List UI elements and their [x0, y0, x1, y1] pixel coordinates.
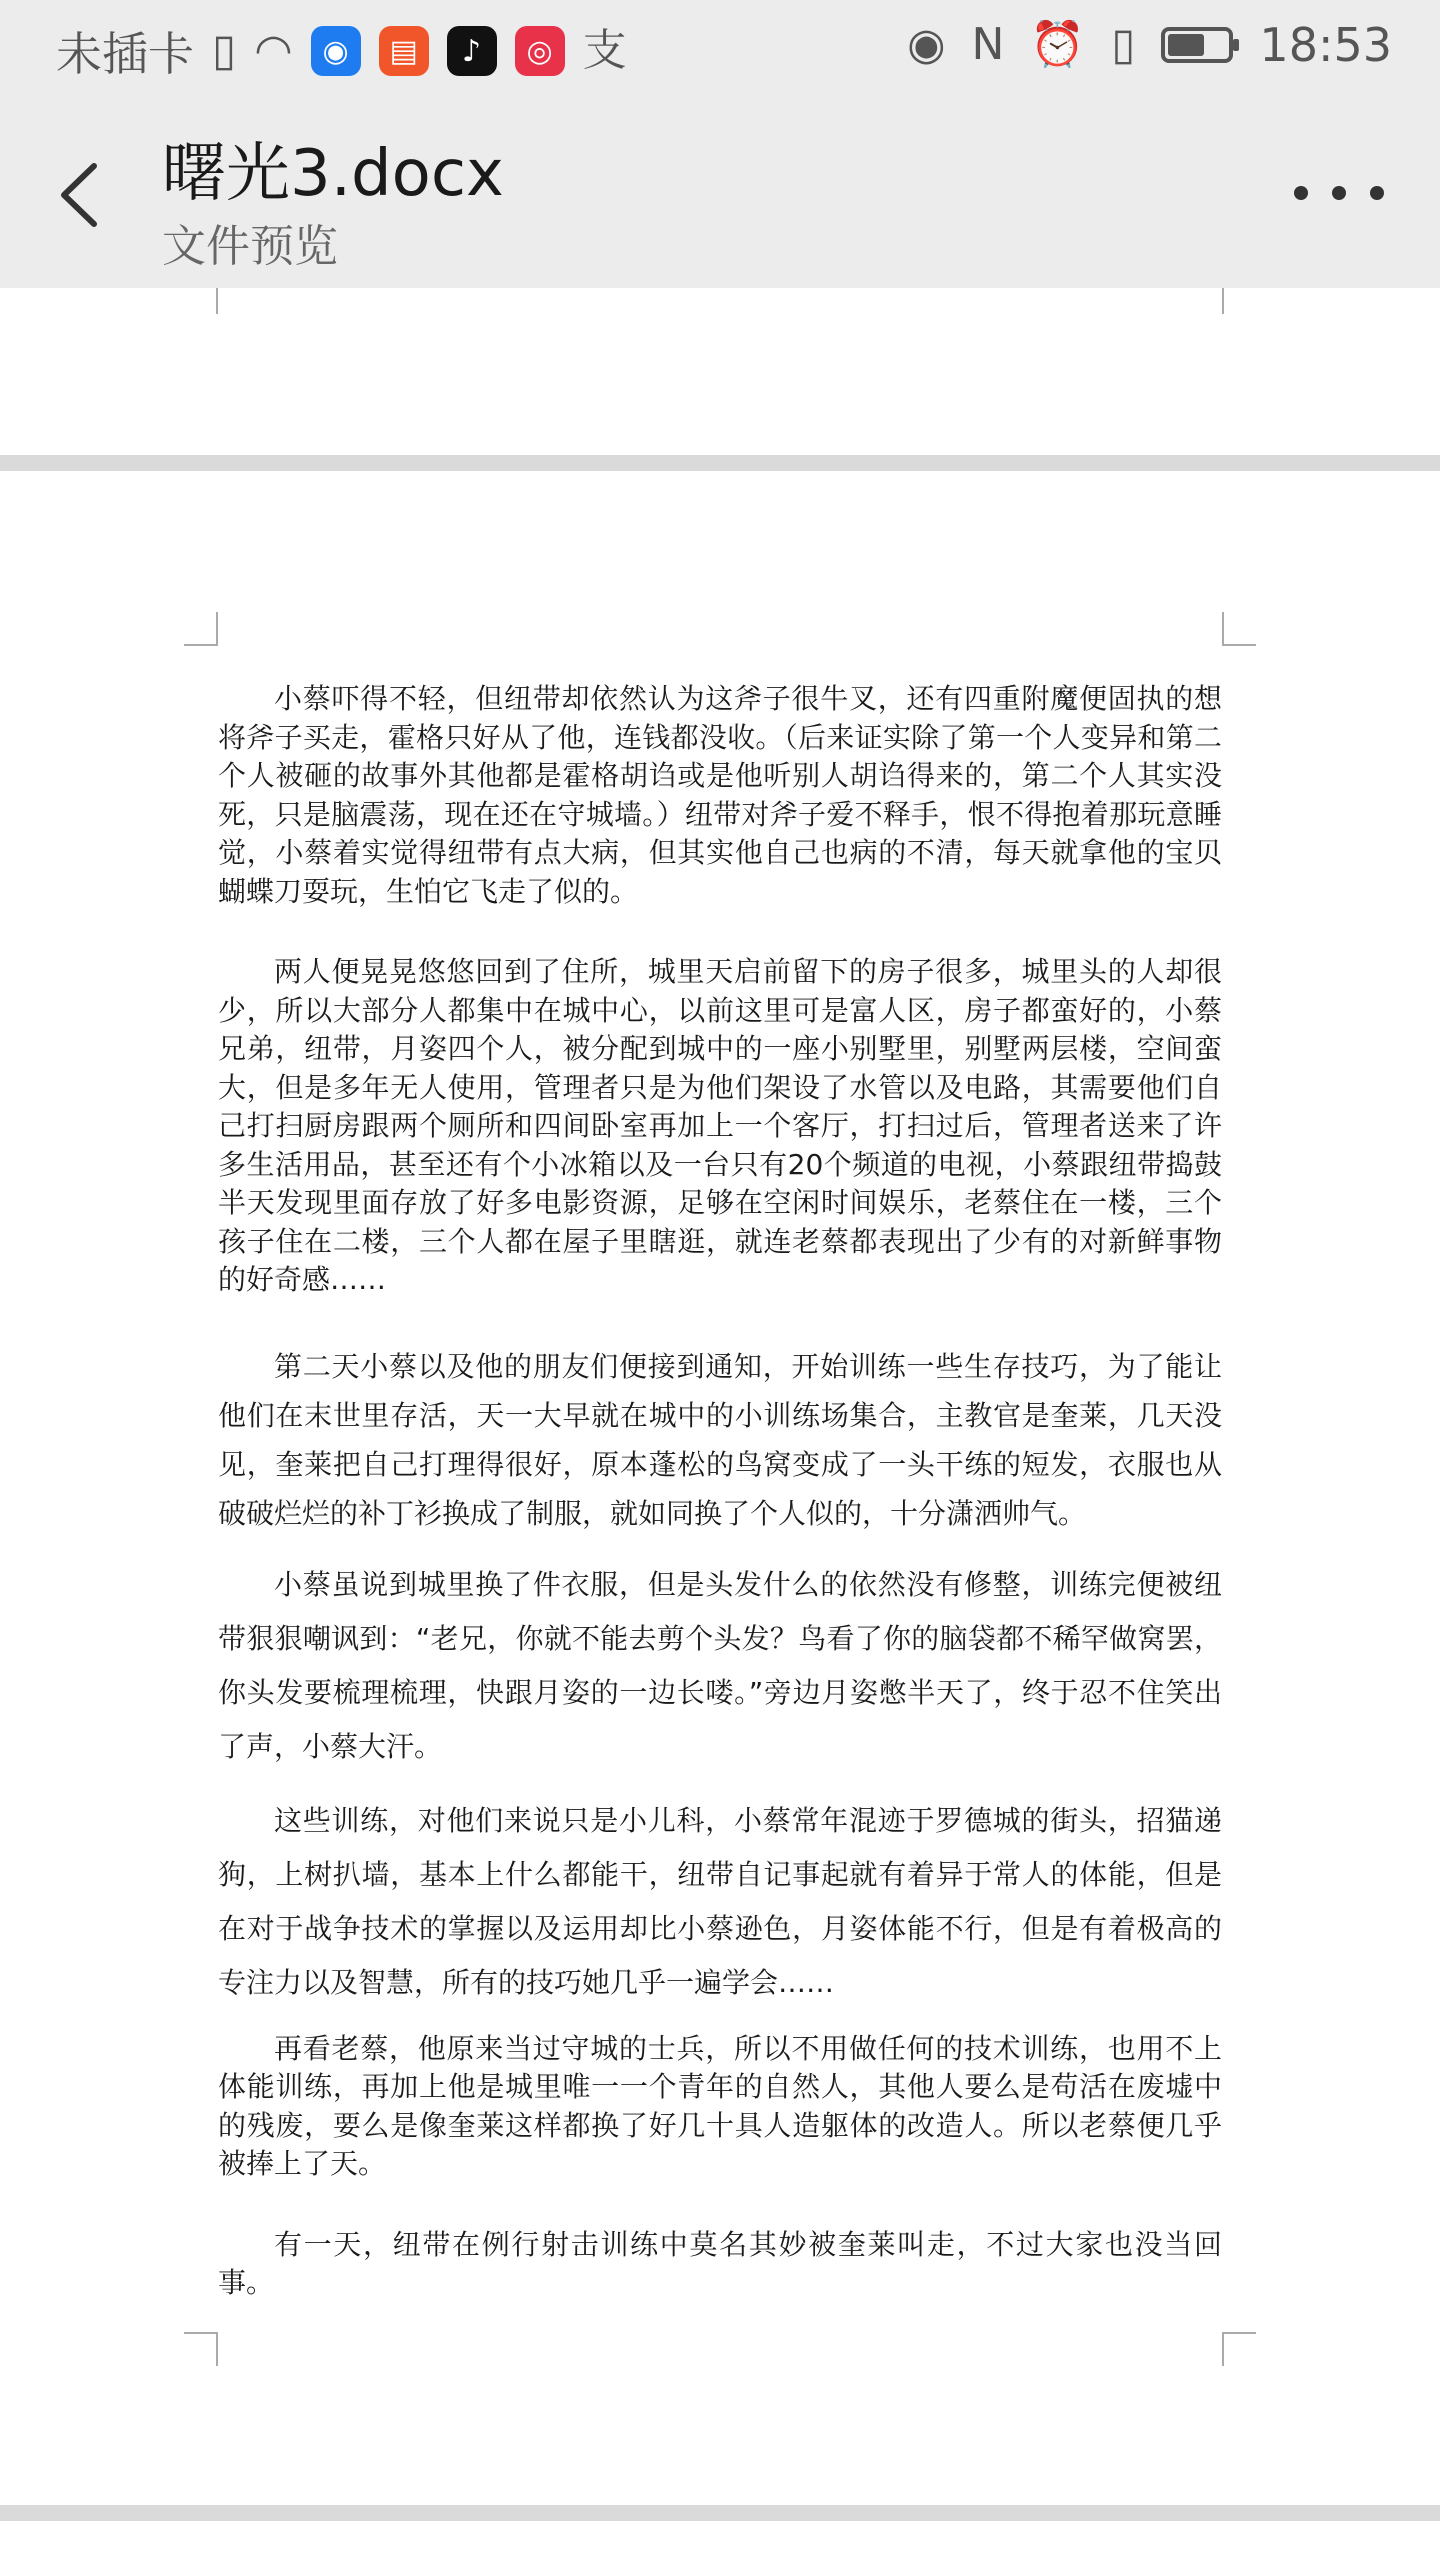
app-header: [0, 100, 1440, 288]
file-title: 曙光3.docx: [162, 137, 504, 211]
doc-paragraph: 有一天，纽带在例行射击训练中莫名其妙被奎莱叫走，不过大家也没当回事。: [218, 2227, 1222, 2299]
doc-paragraph: 这些训练，对他们来说只是小儿科，小蔡常年混迹于罗德城的街头，招猫递狗，上树扒墙，基本上什么都能干，纽带自记事起就有着异于常人的体能，但是在对于战争技术的掌握以及运用却比小蔡逊色，月姿体能不行，但是有着极高的专注力以及智慧，所有的技巧她几乎一遍学会……: [218, 1803, 1222, 1999]
clock: 18:53: [1259, 18, 1392, 72]
page-separator: [0, 2505, 1440, 2521]
battery-icon: [1161, 27, 1233, 63]
wifi-icon: ◠: [254, 25, 293, 76]
doc-paragraph: 第二天小蔡以及他的朋友们便接到通知，开始训练一些生存技巧，为了能让他们在末世里存活，天一大早就在城中的小训练场集合，主教官是奎莱，几天没见，奎莱把自己打理得很好，原本蓬松的鸟窝变成了一头干练的短发，衣服也从破破烂烂的补丁衫换成了制服，就如同换了个人似的，十分潇洒帅气。: [218, 1349, 1222, 1530]
document-page: [218, 680, 1222, 2345]
more-dot-icon: [1294, 186, 1308, 200]
status-bar: [0, 0, 1440, 100]
doc-paragraph: 小蔡吓得不轻，但纽带却依然认为这斧子很牛叉，还有四重附魔便固执的想将斧子买走，霍格只好从了他，连钱都没收。（后来证实除了第一个人变异和第二个人被砸的故事外其他都是霍格胡诌或是他听别人胡诌得来的，第二个人其实没死，只是脑震荡，现在还在守城墙。）纽带对斧子爱不释手，恨不得抱着那玩意睡觉，小蔡着实觉得纽带有点大病，但其实他自己也病的不清，每天就拿他的宝贝蝴蝶刀耍玩，生怕它飞走了似的。: [218, 682, 1222, 908]
chevron-left-icon: [48, 150, 118, 240]
page-corner-mark: [1222, 288, 1256, 314]
page-corner-mark: [1222, 612, 1256, 646]
app-bulb-icon: ◉: [311, 26, 361, 76]
alarm-icon: ⏰: [1030, 19, 1086, 70]
page-corner-mark: [184, 288, 218, 314]
vibrate-icon: ▯: [1111, 19, 1136, 70]
carrier-label: 未插卡: [56, 27, 194, 81]
doc-paragraph: 两人便晃晃悠悠回到了住所，城里天启前留下的房子很多，城里头的人却很少，所以大部分人都集中在城中心，以前这里可是富人区，房子都蛮好的，小蔡兄弟，纽带，月姿四个人，被分配到城中的一座小别墅里，别墅两层楼，空间蛮大，但是多年无人使用，管理者只是为他们架设了水管以及电路，其需要他们自己打扫厨房跟两个厕所和四间卧室再加上一个客厅，打扫过后，管理者送来了许多生活用品，甚至还有个小冰箱以及一台只有20个频道的电视，小蔡跟纽带捣鼓半天发现里面存放了好多电影资源，足够在空闲时间娱乐，老蔡住在一楼，三个孩子住在二楼，三个人都在屋子里瞎逛，就连老蔡都表现出了少有的对新鲜事物的好奇感……: [218, 955, 1222, 1296]
more-dot-icon: [1332, 186, 1346, 200]
eye-icon: ◉: [907, 19, 946, 70]
app-calendar-icon: ▤: [379, 26, 429, 76]
previous-page-bottom: [0, 288, 1440, 458]
more-options-button[interactable]: [1294, 178, 1384, 208]
sim-alert-icon: ▯: [212, 25, 237, 76]
doc-paragraph: 再看老蔡，他原来当过守城的士兵，所以不用做任何的技术训练，也用不上体能训练，再加上他是城里唯一一个青年的自然人，其他人要么是苟活在废墟中的残废，要么是像奎莱这样都换了好几十具人造躯体的改造人。所以老蔡便几乎被捧上了天。: [218, 2031, 1222, 2180]
nfc-icon: N: [971, 19, 1005, 70]
app-alipay-icon: 支: [582, 25, 627, 76]
more-dot-icon: [1370, 186, 1384, 200]
app-tiktok-icon: ♪: [447, 26, 497, 76]
app-music-icon: ◎: [515, 26, 565, 76]
page-separator: [0, 455, 1440, 471]
page-corner-mark: [184, 2332, 218, 2366]
page-corner-mark: [1222, 2332, 1256, 2366]
back-button[interactable]: [48, 150, 118, 240]
doc-paragraph: 小蔡虽说到城里换了件衣服，但是头发什么的依然没有修整，训练完便被纽带狠狠嘲讽到：“老兄，你就不能去剪个头发？鸟看了你的脑袋都不稀罕做窝罢，你头发要梳理梳理，快跟月姿的一边长喽。”旁边月姿憋半天了，终于忍不住笑出了声，小蔡大汗。: [218, 1567, 1222, 1763]
page-corner-mark: [184, 612, 218, 646]
file-subtitle: 文件预览: [162, 221, 338, 272]
